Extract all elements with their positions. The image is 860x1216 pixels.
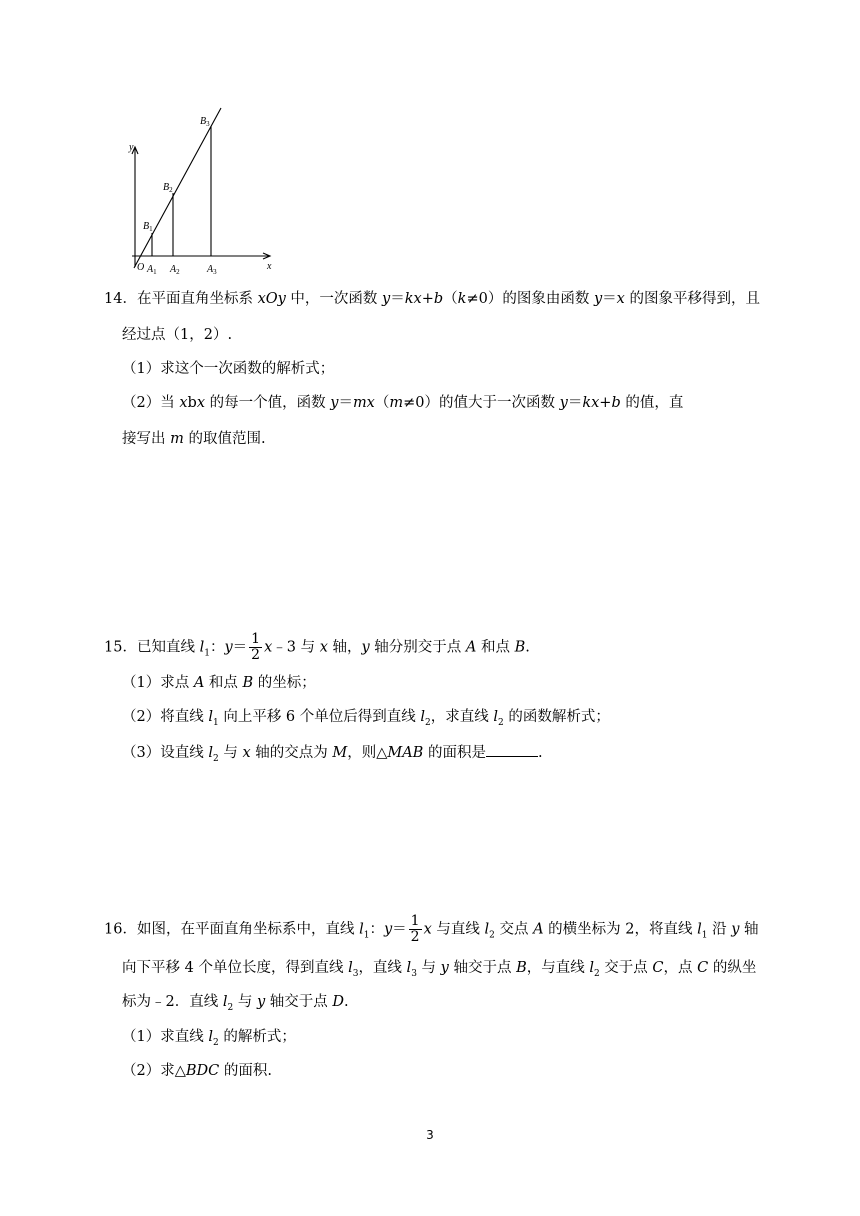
label-A3: $A_3$ (207, 264, 217, 276)
q16-line-1: 16．如图，在平面直角坐标系中，直线 $l_1$：y＝ $\frac{1}{2}$ x 与直线 $l_2$ 交点 A 的横坐标为 2，将直线 $l_1$ 沿 y 轴 (104, 913, 759, 945)
q16-line-3: 标为﹣2．直线 $l_2$ 与 y 轴交于点 D. (122, 994, 349, 1013)
q15-line-1: 15．已知直线 $l_1$：y＝ $\frac{1}{2}$ x﹣3 与 x 轴，y 轴分别交于点 A 和点 B. (104, 631, 530, 663)
x-axis-label: x (267, 261, 272, 272)
label-B3: $B_3$ (200, 116, 210, 128)
label-B2: $B_2$ (163, 182, 173, 194)
q14-line-2: 经过点（1，2）. (122, 327, 233, 343)
q14-line-1: 14．在平面直角坐标系 xOy 中，一次函数 y＝kx+b（k≠0）的图象由函数 y＝x 的图象平移得到，且 (104, 291, 760, 307)
label-A2: $A_2$ (170, 264, 180, 276)
q16-line-2: 向下平移 4 个单位长度，得到直线 $l_3$，直线 $l_3$ 与 y 轴交于点 B，与直线 $l_2$ 交于点 C，点 C 的纵坐 (122, 960, 757, 979)
q15-part-1: （1）求点 A 和点 B 的坐标； (122, 675, 316, 691)
answer-blank[interactable] (486, 742, 538, 757)
q16-part-1: （1）求直线 $l_2$ 的解析式； (122, 1029, 296, 1048)
fraction-half: $\frac{1}{2}$ (410, 913, 420, 945)
label-A1: $A_1$ (147, 264, 157, 276)
origin-label: O (137, 262, 145, 273)
q14-part-2: （2）当 xbx 的每一个值，函数 y＝mx（m≠0）的值大于一次函数 y＝kx+b 的值，直 (122, 395, 684, 411)
label-B1: $B_1$ (143, 221, 153, 233)
slanted-line (134, 108, 221, 268)
fraction-half: $\frac{1}{2}$ (251, 631, 261, 663)
q14-part-1: （1）求这个一次函数的解析式； (122, 361, 335, 377)
page-number: 3 (426, 1128, 434, 1142)
q15-part-2: （2）将直线 $l_1$ 向上平移 6 个单位后得到直线 $l_2$，求直线 $l_2$ 的函数解析式； (122, 709, 610, 728)
y-axis-label: y (129, 142, 134, 153)
coordinate-figure (120, 102, 280, 277)
q16-part-2: （2）求△BDC 的面积. (122, 1063, 272, 1079)
q14-part-2-cont: 接写出 m 的取值范围. (122, 431, 266, 447)
q15-part-3: （3）设直线 $l_2$ 与 x 轴的交点为 M，则△MAB 的面积是 . (122, 742, 543, 769)
